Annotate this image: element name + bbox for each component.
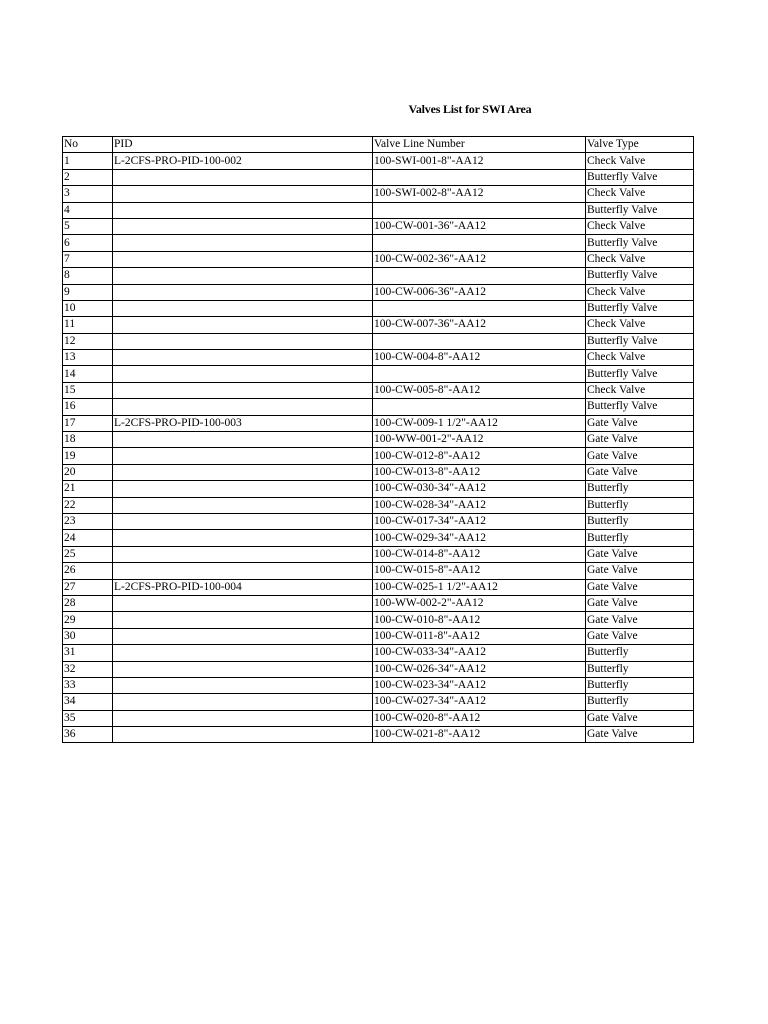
cell-valve-line-number: 100-CW-012-8"-AA12 (373, 448, 586, 464)
cell-valve-type: Butterfly (586, 645, 694, 661)
cell-pid (113, 694, 373, 710)
cell-valve-type: Gate Valve (586, 432, 694, 448)
cell-valve-type: Gate Valve (586, 415, 694, 431)
cell-valve-line-number (373, 399, 586, 415)
cell-pid (113, 202, 373, 218)
cell-valve-line-number: 100-CW-007-36"-AA12 (373, 317, 586, 333)
table-row (63, 317, 694, 333)
cell-no: 25 (63, 546, 113, 562)
cell-valve-type: Gate Valve (586, 464, 694, 480)
cell-pid (113, 350, 373, 366)
cell-no: 36 (63, 727, 113, 743)
cell-valve-type: Check Valve (586, 350, 694, 366)
cell-valve-type: Gate Valve (586, 595, 694, 611)
cell-pid: L-2CFS-PRO-PID-100-004 (113, 579, 373, 595)
cell-no: 21 (63, 481, 113, 497)
cell-valve-type: Gate Valve (586, 628, 694, 644)
table-row (63, 513, 694, 529)
cell-no: 35 (63, 710, 113, 726)
cell-valve-type: Gate Valve (586, 612, 694, 628)
cell-pid (113, 628, 373, 644)
table-row (63, 595, 694, 611)
cell-valve-type: Butterfly (586, 661, 694, 677)
cell-pid (113, 645, 373, 661)
cell-pid (113, 300, 373, 316)
cell-valve-line-number: 100-CW-015-8"-AA12 (373, 563, 586, 579)
cell-no: 23 (63, 513, 113, 529)
cell-pid (113, 218, 373, 234)
header-pid: PID (113, 137, 373, 153)
cell-no: 1 (63, 153, 113, 169)
cell-pid (113, 530, 373, 546)
cell-pid (113, 448, 373, 464)
table-row (63, 530, 694, 546)
cell-no: 13 (63, 350, 113, 366)
cell-valve-line-number: 100-CW-011-8"-AA12 (373, 628, 586, 644)
cell-pid (113, 595, 373, 611)
table-row (63, 284, 694, 300)
cell-no: 7 (63, 251, 113, 267)
cell-valve-line-number: 100-CW-002-36"-AA12 (373, 251, 586, 267)
table-row (63, 350, 694, 366)
table-row (63, 399, 694, 415)
cell-pid (113, 333, 373, 349)
cell-no: 26 (63, 563, 113, 579)
cell-valve-line-number: 100-CW-021-8"-AA12 (373, 727, 586, 743)
cell-pid (113, 677, 373, 693)
cell-valve-line-number: 100-CW-025-1 1/2"-AA12 (373, 579, 586, 595)
cell-pid (113, 251, 373, 267)
cell-valve-line-number: 100-WW-002-2"-AA12 (373, 595, 586, 611)
table-row (63, 677, 694, 693)
table-row (63, 415, 694, 431)
header-row (63, 137, 694, 153)
cell-no: 20 (63, 464, 113, 480)
cell-pid (113, 612, 373, 628)
cell-valve-type: Butterfly (586, 694, 694, 710)
table-row (63, 448, 694, 464)
cell-valve-line-number: 100-CW-020-8"-AA12 (373, 710, 586, 726)
table-row (63, 235, 694, 251)
cell-valve-type: Gate Valve (586, 563, 694, 579)
cell-valve-line-number: 100-WW-001-2"-AA12 (373, 432, 586, 448)
cell-no: 29 (63, 612, 113, 628)
cell-no: 19 (63, 448, 113, 464)
table-body (63, 153, 694, 743)
cell-pid (113, 399, 373, 415)
cell-pid (113, 546, 373, 562)
table-row (63, 366, 694, 382)
cell-valve-line-number: 100-SWI-002-8"-AA12 (373, 186, 586, 202)
cell-no: 4 (63, 202, 113, 218)
cell-valve-type: Check Valve (586, 186, 694, 202)
table-row (63, 382, 694, 398)
cell-pid (113, 432, 373, 448)
table-row (63, 694, 694, 710)
cell-valve-line-number: 100-CW-009-1 1/2"-AA12 (373, 415, 586, 431)
cell-pid (113, 661, 373, 677)
table-row (63, 186, 694, 202)
cell-no: 18 (63, 432, 113, 448)
cell-valve-type: Butterfly Valve (586, 202, 694, 218)
cell-pid (113, 497, 373, 513)
cell-valve-line-number (373, 333, 586, 349)
cell-valve-line-number: 100-CW-010-8"-AA12 (373, 612, 586, 628)
table-row (63, 481, 694, 497)
cell-valve-line-number: 100-CW-026-34"-AA12 (373, 661, 586, 677)
cell-pid: L-2CFS-PRO-PID-100-003 (113, 415, 373, 431)
cell-valve-line-number: 100-CW-004-8"-AA12 (373, 350, 586, 366)
cell-valve-type: Gate Valve (586, 579, 694, 595)
cell-no: 6 (63, 235, 113, 251)
table-row (63, 333, 694, 349)
table-row (63, 251, 694, 267)
cell-valve-type: Gate Valve (586, 727, 694, 743)
cell-valve-line-number: 100-CW-028-34"-AA12 (373, 497, 586, 513)
table-row (63, 202, 694, 218)
cell-valve-line-number: 100-CW-017-34"-AA12 (373, 513, 586, 529)
cell-no: 5 (63, 218, 113, 234)
cell-valve-type: Butterfly (586, 513, 694, 529)
cell-no: 16 (63, 399, 113, 415)
header-no: No (63, 137, 113, 153)
cell-valve-type: Butterfly (586, 481, 694, 497)
cell-no: 2 (63, 169, 113, 185)
cell-valve-line-number: 100-CW-001-36"-AA12 (373, 218, 586, 234)
cell-valve-line-number: 100-SWI-001-8"-AA12 (373, 153, 586, 169)
cell-no: 33 (63, 677, 113, 693)
table-row (63, 169, 694, 185)
cell-valve-type: Gate Valve (586, 448, 694, 464)
cell-pid (113, 464, 373, 480)
cell-pid (113, 727, 373, 743)
cell-no: 28 (63, 595, 113, 611)
cell-no: 3 (63, 186, 113, 202)
table-row (63, 710, 694, 726)
table-row (63, 153, 694, 169)
cell-valve-type: Butterfly Valve (586, 366, 694, 382)
table-row (63, 432, 694, 448)
cell-valve-type: Butterfly Valve (586, 268, 694, 284)
cell-no: 24 (63, 530, 113, 546)
cell-valve-type: Butterfly Valve (586, 235, 694, 251)
cell-valve-type: Gate Valve (586, 710, 694, 726)
cell-valve-type: Check Valve (586, 284, 694, 300)
cell-no: 27 (63, 579, 113, 595)
cell-no: 22 (63, 497, 113, 513)
table-row (63, 579, 694, 595)
cell-valve-type: Check Valve (586, 317, 694, 333)
table-row (63, 612, 694, 628)
cell-pid (113, 186, 373, 202)
cell-valve-line-number: 100-CW-023-34"-AA12 (373, 677, 586, 693)
cell-valve-type: Butterfly Valve (586, 399, 694, 415)
cell-pid (113, 169, 373, 185)
cell-valve-line-number (373, 235, 586, 251)
table-row (63, 497, 694, 513)
cell-pid (113, 710, 373, 726)
cell-valve-type: Check Valve (586, 218, 694, 234)
table-row (63, 268, 694, 284)
table-row (63, 661, 694, 677)
cell-valve-line-number: 100-CW-006-36"-AA12 (373, 284, 586, 300)
header-valve-type: Valve Type (586, 137, 694, 153)
cell-valve-line-number: 100-CW-027-34"-AA12 (373, 694, 586, 710)
cell-valve-line-number (373, 169, 586, 185)
cell-valve-type: Butterfly Valve (586, 333, 694, 349)
cell-valve-line-number: 100-CW-030-34"-AA12 (373, 481, 586, 497)
table-row (63, 727, 694, 743)
cell-pid (113, 366, 373, 382)
cell-no: 9 (63, 284, 113, 300)
table-header (63, 137, 694, 153)
cell-no: 30 (63, 628, 113, 644)
cell-valve-line-number: 100-CW-014-8"-AA12 (373, 546, 586, 562)
cell-valve-type: Check Valve (586, 251, 694, 267)
cell-pid (113, 481, 373, 497)
cell-valve-type: Butterfly (586, 530, 694, 546)
cell-valve-line-number (373, 366, 586, 382)
cell-valve-type: Butterfly (586, 497, 694, 513)
table-row (63, 645, 694, 661)
cell-valve-line-number: 100-CW-013-8"-AA12 (373, 464, 586, 480)
cell-no: 14 (63, 366, 113, 382)
cell-valve-line-number: 100-CW-033-34"-AA12 (373, 645, 586, 661)
cell-no: 10 (63, 300, 113, 316)
table-row (63, 546, 694, 562)
cell-no: 11 (63, 317, 113, 333)
cell-valve-type: Butterfly Valve (586, 300, 694, 316)
cell-valve-line-number (373, 268, 586, 284)
cell-pid (113, 284, 373, 300)
cell-no: 8 (63, 268, 113, 284)
table-row (63, 464, 694, 480)
cell-pid (113, 513, 373, 529)
cell-no: 12 (63, 333, 113, 349)
cell-no: 17 (63, 415, 113, 431)
cell-pid (113, 317, 373, 333)
cell-pid (113, 268, 373, 284)
cell-no: 34 (63, 694, 113, 710)
table-row (63, 218, 694, 234)
cell-pid (113, 382, 373, 398)
cell-valve-type: Gate Valve (586, 546, 694, 562)
cell-no: 32 (63, 661, 113, 677)
cell-valve-line-number (373, 202, 586, 218)
cell-valve-type: Butterfly Valve (586, 169, 694, 185)
cell-no: 15 (63, 382, 113, 398)
cell-pid (113, 563, 373, 579)
table-row (63, 300, 694, 316)
cell-valve-type: Butterfly (586, 677, 694, 693)
table-row (63, 563, 694, 579)
cell-pid (113, 235, 373, 251)
cell-valve-line-number (373, 300, 586, 316)
cell-valve-type: Check Valve (586, 382, 694, 398)
table-row (63, 628, 694, 644)
header-valve-line-number: Valve Line Number (373, 137, 586, 153)
document-title: Valves List for SWI Area (408, 102, 532, 116)
cell-pid: L-2CFS-PRO-PID-100-002 (113, 153, 373, 169)
cell-valve-line-number: 100-CW-029-34"-AA12 (373, 530, 586, 546)
cell-valve-line-number: 100-CW-005-8"-AA12 (373, 382, 586, 398)
cell-no: 31 (63, 645, 113, 661)
valves-table (62, 136, 694, 743)
cell-valve-type: Check Valve (586, 153, 694, 169)
